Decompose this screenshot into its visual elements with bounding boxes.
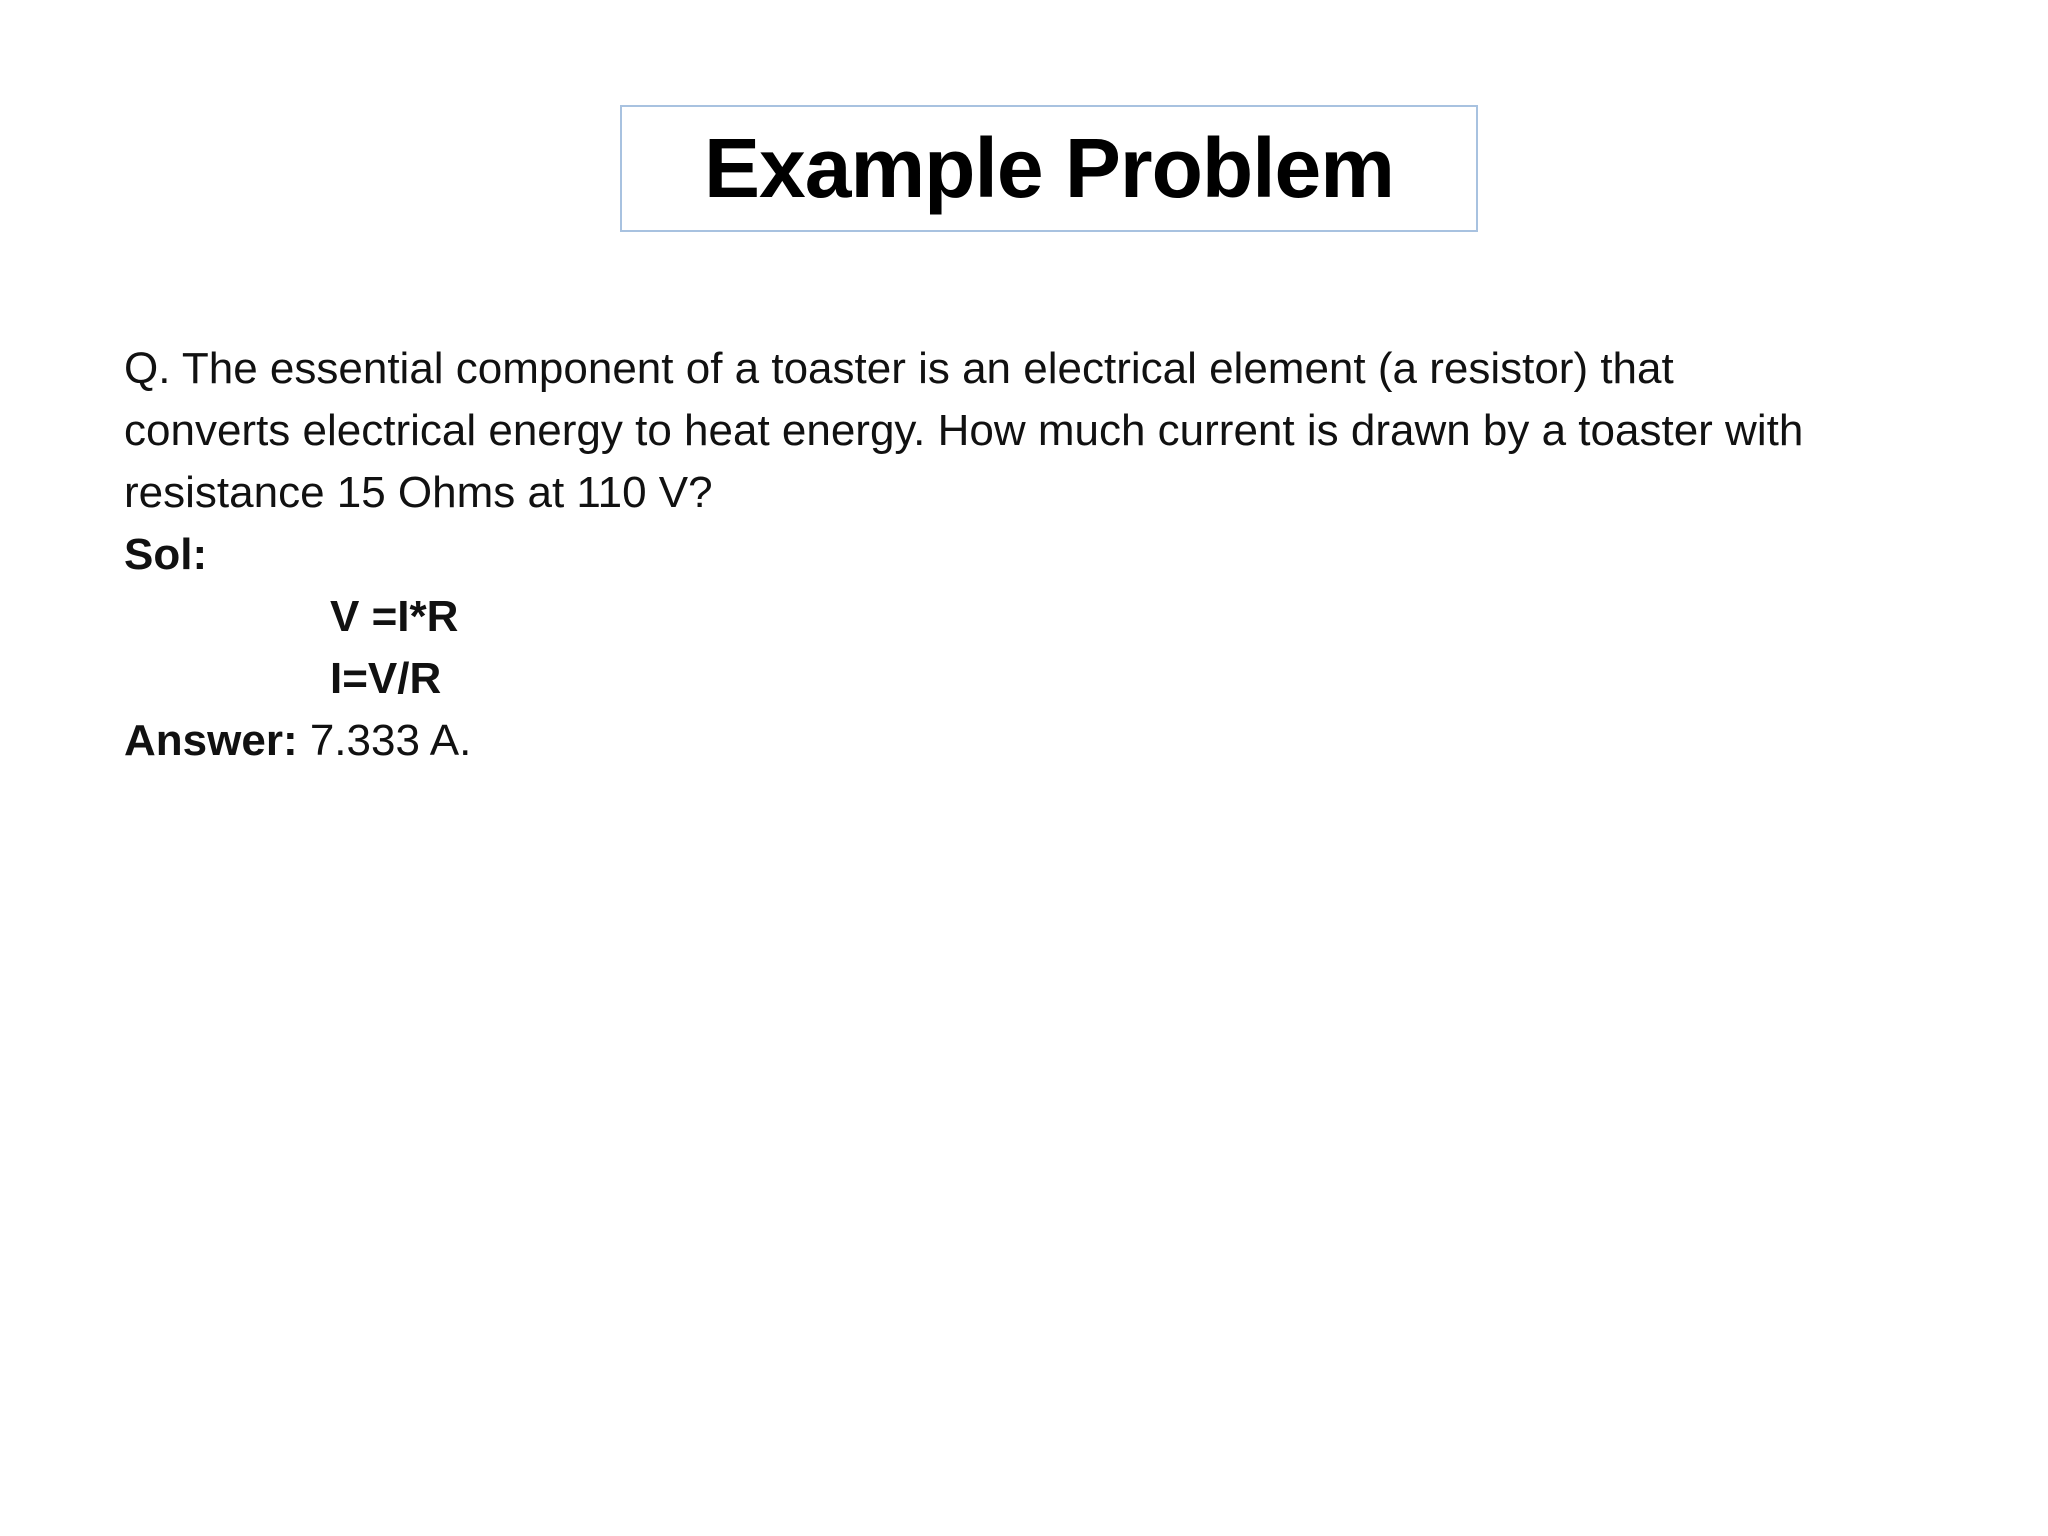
solution-label: Sol:: [124, 530, 208, 579]
question-line-1: Q. The essential component of a toaster is an electrical element (a resistor) that: [124, 344, 1674, 393]
formula-1: V =I*R: [330, 592, 459, 641]
answer-value: 7.333 A.: [309, 716, 472, 765]
answer-label: Answer:: [124, 716, 298, 765]
question-line-3: resistance 15 Ohms at 110 V?: [124, 468, 713, 517]
problem-body: [124, 338, 1964, 772]
title-box: [620, 105, 1478, 232]
question-line-2: converts electrical energy to heat energy. How much current is drawn by a toaster with: [124, 406, 1804, 455]
formula-2: I=V/R: [330, 654, 442, 703]
slide-title: Example Problem: [704, 121, 1394, 215]
answer-line: [124, 710, 1964, 772]
